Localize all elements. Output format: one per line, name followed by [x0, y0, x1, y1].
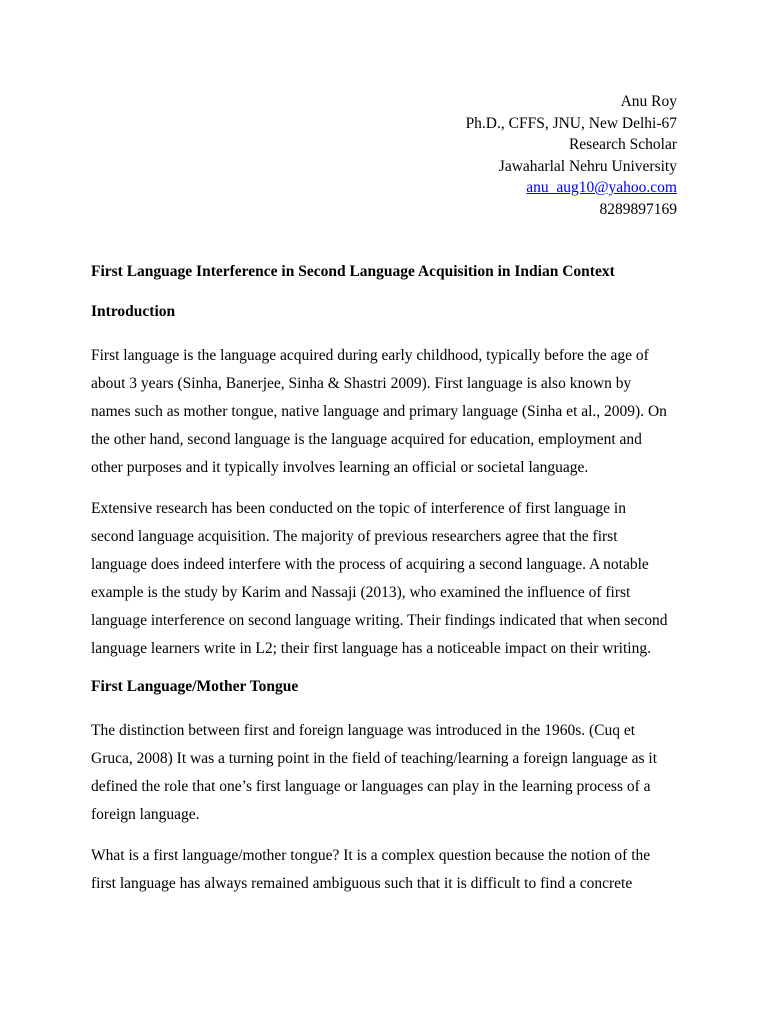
author-name: Anu Roy	[620, 93, 677, 110]
author-degree: Ph.D., CFFS, JNU, New Delhi-67	[465, 114, 677, 132]
document-body	[91, 261, 681, 911]
text-line: The distinction between first and foreign language was introduced in the 1960s. (Cuq et	[91, 722, 636, 739]
paragraph-intro-1	[91, 342, 681, 482]
paragraph-intro-2	[91, 495, 681, 663]
text-line: example is the study by Karim and Nassaji (2013), who examined the influence of first	[91, 584, 631, 601]
text-line: names such as mother tongue, native language and primary language (Sinha et al., 2009). On	[91, 403, 667, 420]
text-line: Gruca, 2008) It was a turning point in the field of teaching/learning a foreign language as it	[91, 750, 657, 767]
text-line: First language is the language acquired during early childhood, typically before the age of	[91, 347, 649, 364]
text-line: language interference on second language writing. Their findings indicated that when second	[91, 612, 668, 629]
paragraph-mother-tongue-2	[91, 842, 681, 898]
text-line: foreign language.	[91, 806, 200, 823]
text-line: the other hand, second language is the language acquired for education, employment and	[91, 431, 642, 448]
text-line: language does indeed interfere with the process of acquiring a second language. A notable	[91, 556, 649, 573]
text-line: other purposes and it typically involves learning an official or societal language.	[91, 459, 589, 476]
section-heading-introduction: Introduction	[91, 303, 176, 320]
text-line: first language has always remained ambiguous such that it is difficult to find a concrete	[91, 875, 633, 892]
text-line: defined the role that one’s first language or languages can play in the learning process of a	[91, 778, 651, 795]
author-info	[466, 91, 677, 220]
section-heading-mother-tongue: First Language/Mother Tongue	[91, 678, 299, 695]
text-line: Extensive research has been conducted on the topic of interference of first language in	[91, 500, 626, 517]
text-line: What is a first language/mother tongue? It is a complex question because the notion of the	[91, 847, 651, 864]
text-line: second language acquisition. The majority of previous researchers agree that the first	[91, 528, 618, 545]
author-phone: 8289897169	[599, 200, 677, 218]
paragraph-mother-tongue-1	[91, 717, 681, 829]
paper-title: First Language Interference in Second Language Acquisition in Indian Context	[91, 263, 615, 280]
text-line: about 3 years (Sinha, Banerjee, Sinha & Shastri 2009). First language is also known by	[91, 375, 632, 392]
author-email-link[interactable]: anu_aug10@yahoo.com	[526, 179, 677, 196]
author-institution: Jawaharlal Nehru University	[498, 157, 677, 175]
author-position: Research Scholar	[568, 136, 677, 153]
text-line: language learners write in L2; their first language has a noticeable impact on their writing.	[91, 640, 651, 657]
